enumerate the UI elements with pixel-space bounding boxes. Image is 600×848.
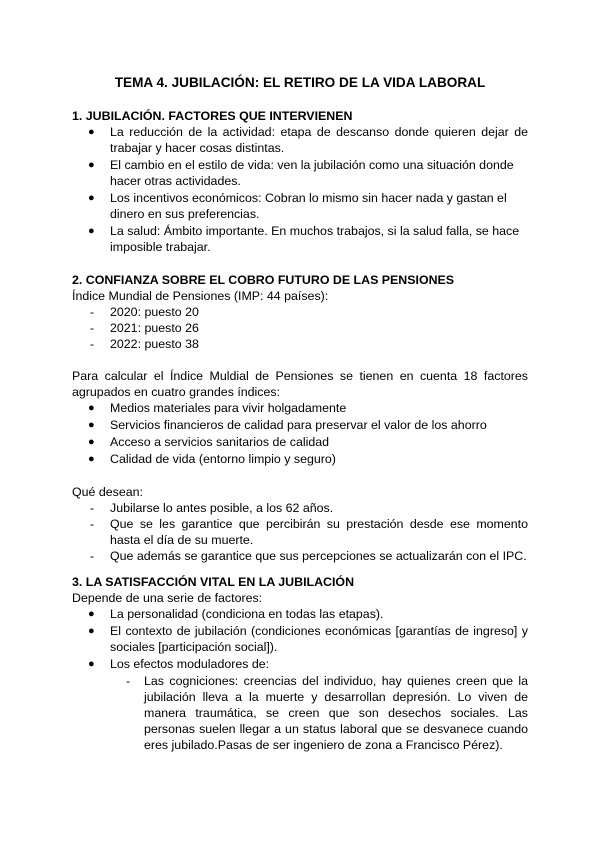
bullet-icon: ● [88,453,95,465]
list-item: - 2022: puesto 38 [90,337,199,351]
list-item: ● Calidad de vida (entorno limpio y seguro) [88,452,336,466]
dash-icon: - [90,337,95,351]
indices-list [72,400,528,467]
list-item: ● El cambio en el estilo de vida: ven la jubilación como una situación donde hacer otras actividades. [88,158,514,188]
section-2-heading: 2. CONFIANZA SOBRE EL COBRO FUTURO DE LAS PENSIONES [72,273,455,287]
factors-intro: Depende de una serie de factores: [72,591,263,605]
imp-intro: Índice Mundial de Pensiones (IMP: 44 países): [72,289,329,303]
bullet-icon: ● [88,159,95,171]
bullet-icon: ● [88,658,95,670]
list-item: ● La salud: Ámbito importante. En muchos trabajos, si la salud falla, se hace imposible trabajar. [88,224,520,254]
bullet-icon: ● [88,419,95,431]
factors-list [72,124,528,255]
satisfaction-list [72,606,528,672]
bullet-icon: ● [88,225,95,237]
bullet-icon: ● [88,192,95,204]
bullet-icon: ● [88,608,95,620]
section-1 [72,108,528,255]
list-item: - Las cogniciones: creencias del individuo, hay quienes creen que la jubilación lleva a la muerte y desarrollan depresión. Lo viven de manera traumática, se creen que son desechos sociales. Las personas suelen llegar a un status laboral que se desvanece cuando eres jubilado.Pasas de ser ingeniero de zona a Francisco Pérez). [126,674,528,752]
bullet-icon: ● [88,402,95,414]
wants-label: Qué desean: [72,485,143,499]
list-item: - Que además se garantice que sus percepciones se actualizarán con el IPC. [90,549,527,563]
wants-list [72,500,528,564]
list-item: ● El contexto de jubilación (condiciones económicas [garantías de ingreso] y sociales [participación social]). [88,624,528,654]
dash-icon: - [90,517,95,531]
dash-icon: - [126,674,131,688]
list-item: ● La personalidad (condiciona en todas las etapas). [88,607,384,621]
bullet-icon: ● [88,436,95,448]
section-2 [72,272,528,564]
list-item: ● La reducción de la actividad: etapa de descanso donde quieren dejar de trabajar y hacer cosas distintas. [88,125,528,155]
list-item: - Que se les garantice que percibirán su prestación desde ese momento hasta el día de su muerte. [90,517,528,547]
list-item: ● Medios materiales para vivir holgadamente [88,401,347,415]
list-item: ● Servicios financieros de calidad para preservar el valor de los ahorro [88,418,487,432]
section-3 [72,574,528,753]
list-item: - 2021: puesto 26 [90,321,199,335]
section-3-heading: 3. LA SATISFACCIÓN VITAL EN LA JUBILACIÓN [72,575,355,589]
bullet-icon: ● [88,625,95,637]
moderators-list [72,673,528,753]
list-item: ● Los efectos moduladores de: [88,657,270,671]
section-1-heading: 1. JUBILACIÓN. FACTORES QUE INTERVIENEN [72,109,353,123]
bullet-icon: ● [88,126,95,138]
page-title: TEMA 4. JUBILACIÓN: EL RETIRO DE LA VIDA LABORAL [114,75,486,90]
list-item: ● Los incentivos económicos: Cobran lo mismo sin hacer nada y gastan el dinero en sus preferencias. [88,191,507,221]
list-item: ● Acceso a servicios sanitarios de calidad [88,435,330,449]
dash-icon: - [90,549,95,563]
list-item: - 2020: puesto 20 [90,305,199,319]
rankings-list [72,304,528,352]
dash-icon: - [90,501,95,515]
imp-paragraph: Para calcular el Índice Muldial de Pensiones se tienen en cuenta 18 factores agrupados en cuatro grandes índices: [72,369,528,399]
dash-icon: - [90,305,95,319]
list-item: - Jubilarse lo antes posible, a los 62 años. [90,501,334,515]
dash-icon: - [90,321,95,335]
